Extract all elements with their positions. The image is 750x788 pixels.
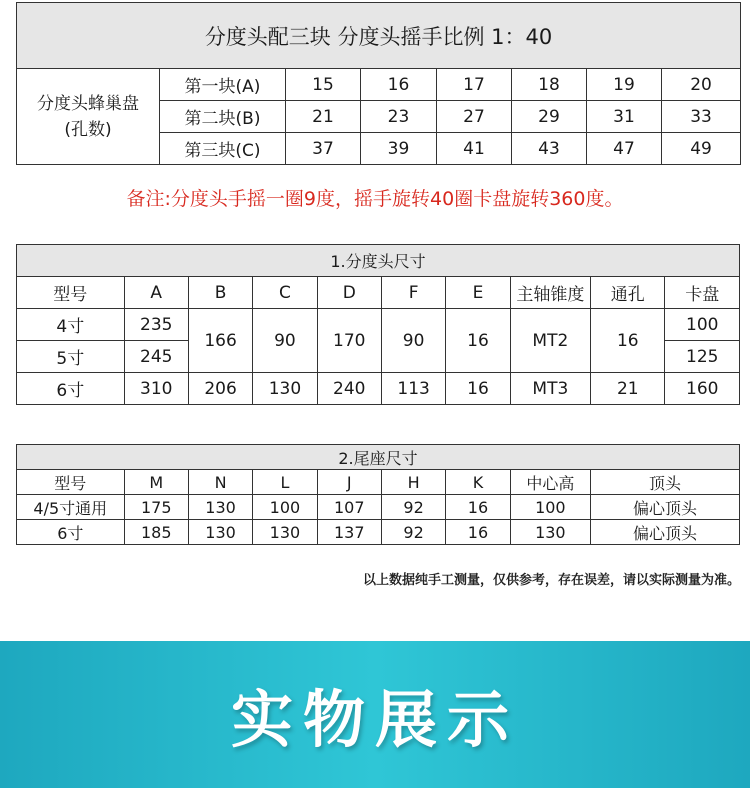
cell: 偏心顶头	[591, 520, 740, 545]
table-header-row	[17, 470, 740, 495]
column-header: 通孔	[591, 277, 665, 309]
cell: 16	[446, 309, 510, 373]
column-header: F	[381, 277, 445, 309]
column-header: D	[317, 277, 381, 309]
cell: MT3	[510, 373, 590, 405]
plate-label: 第一块(A)	[160, 69, 286, 101]
cell: 92	[381, 495, 445, 520]
cell: 4/5寸通用	[17, 495, 125, 520]
cell: 130	[188, 495, 252, 520]
cell: 17	[437, 69, 512, 101]
cell: 245	[124, 341, 188, 373]
cell: 43	[512, 133, 587, 165]
table-row	[17, 520, 740, 545]
column-header: 主轴锥度	[510, 277, 590, 309]
plate-label: 第二块(B)	[160, 101, 286, 133]
cell: 37	[286, 133, 361, 165]
column-header: K	[446, 470, 510, 495]
table-row	[17, 495, 740, 520]
column-header: J	[317, 470, 381, 495]
cell: MT2	[510, 309, 590, 373]
cell: 6寸	[17, 373, 125, 405]
column-header: 型号	[17, 277, 125, 309]
cell: 15	[286, 69, 361, 101]
table-row	[17, 309, 740, 341]
column-header: C	[253, 277, 317, 309]
index-plate-table	[16, 2, 741, 165]
cell: 100	[253, 495, 317, 520]
banner-title: 实物展示	[230, 683, 519, 756]
cell: 16	[446, 520, 510, 545]
row-header-line2: (孔数)	[64, 119, 112, 140]
plate-label: 第三块(C)	[160, 133, 286, 165]
cell: 41	[437, 133, 512, 165]
cell: 90	[381, 309, 445, 373]
cell: 偏心顶头	[591, 495, 740, 520]
cell: 175	[124, 495, 188, 520]
cell: 31	[587, 101, 662, 133]
cell: 160	[665, 373, 740, 405]
column-header: L	[253, 470, 317, 495]
cell: 4寸	[17, 309, 125, 341]
column-header: A	[124, 277, 188, 309]
cell: 49	[662, 133, 741, 165]
cell: 47	[587, 133, 662, 165]
cell: 21	[591, 373, 665, 405]
cell: 130	[253, 520, 317, 545]
cell: 125	[665, 341, 740, 373]
cell: 21	[286, 101, 361, 133]
column-header: M	[124, 470, 188, 495]
cell: 27	[437, 101, 512, 133]
cell: 166	[188, 309, 252, 373]
cell: 33	[662, 101, 741, 133]
cell: 130	[188, 520, 252, 545]
cell: 23	[361, 101, 437, 133]
cell: 240	[317, 373, 381, 405]
cell: 170	[317, 309, 381, 373]
cell: 100	[665, 309, 740, 341]
cell: 29	[512, 101, 587, 133]
cell: 6寸	[17, 520, 125, 545]
cell: 310	[124, 373, 188, 405]
cell: 16	[446, 495, 510, 520]
column-header: B	[188, 277, 252, 309]
disclaimer-note: 以上数据纯手工测量，仅供参考，存在误差，请以实际测量为准。	[362, 573, 740, 588]
cell: 90	[253, 309, 317, 373]
tailstock-size-title: 2.尾座尺寸	[17, 445, 740, 470]
cell: 5寸	[17, 341, 125, 373]
cell: 107	[317, 495, 381, 520]
cell: 18	[512, 69, 587, 101]
cell: 100	[510, 495, 590, 520]
column-header: N	[188, 470, 252, 495]
column-header: H	[381, 470, 445, 495]
cell: 20	[662, 69, 741, 101]
cell: 137	[317, 520, 381, 545]
column-header: 型号	[17, 470, 125, 495]
table-row	[17, 373, 740, 405]
column-header: 中心高	[510, 470, 590, 495]
cell: 92	[381, 520, 445, 545]
cell: 130	[253, 373, 317, 405]
cell: 130	[510, 520, 590, 545]
cell: 16	[591, 309, 665, 373]
cell: 206	[188, 373, 252, 405]
cell: 16	[361, 69, 437, 101]
dividing-head-size-table	[16, 244, 740, 405]
table-header-row	[17, 277, 740, 309]
cell: 113	[381, 373, 445, 405]
tailstock-size-table	[16, 444, 740, 545]
cell: 39	[361, 133, 437, 165]
cell: 235	[124, 309, 188, 341]
column-header: E	[446, 277, 510, 309]
cell: 185	[124, 520, 188, 545]
remark-note: 备注:分度头手摇一圈9度，摇手旋转40圈卡盘旋转360度。	[126, 188, 624, 210]
column-header: 顶头	[591, 470, 740, 495]
product-display-banner	[0, 641, 750, 788]
index-plate-row-header	[17, 69, 160, 165]
column-header: 卡盘	[665, 277, 740, 309]
index-plate-title: 分度头配三块 分度头摇手比例 1：40	[17, 3, 741, 69]
dividing-head-size-title: 1.分度头尺寸	[17, 245, 740, 277]
cell: 19	[587, 69, 662, 101]
cell: 16	[446, 373, 510, 405]
row-header-line1: 分度头蜂巢盘	[37, 93, 139, 114]
